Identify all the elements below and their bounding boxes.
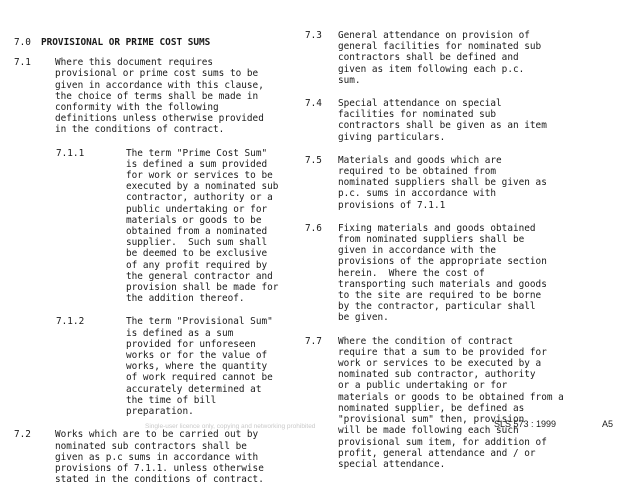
clause-text: Where the condition of contract require that a sum to be provided for work or services to be executed by a nominated sub contractor, authority or a public undertaking or for materials or goods to be obtained from a nominated supplier, be defined as "provisional sum" then, provision will be made following each such provisional sum item, for addition of profit, general attendance and / or special attendance.: [338, 335, 564, 470]
clause-text: The term "Prime Cost Sum" is defined a sum provided for work or services to be executed by a nominated sub contractor, authority or a public undertaking or for materials or goods to be obtained from a nominated supplier. Such sum shall be deemed to be exclusive of any profit required by the general contractor and provision shall be made for the addition thereof.: [126, 147, 279, 305]
clause-number: 7.2: [14, 429, 31, 441]
section-title: PROVISIONAL OR PRIME COST SUMS: [41, 37, 211, 48]
standard-number: SLS 573 : 1999: [494, 419, 557, 429]
clause-number: 7.7: [305, 335, 322, 347]
licence-watermark: Single-user licence only, copying and networking prohibited: [145, 423, 316, 430]
page-number: A5: [602, 419, 614, 429]
clause-7-1-2: [14, 316, 304, 417]
right-column: [305, 30, 630, 470]
clause-7-5: [305, 155, 630, 211]
section-heading: [14, 37, 304, 48]
clause-text: The term "Provisional Sum" is defined as a sum provided for unforeseen works or for the value of works, where the quantity of work required cannot be accurately determined at the time of bill preparation.: [126, 316, 273, 418]
clause-number: 7.1.1: [56, 147, 85, 159]
clause-7-7: [305, 336, 630, 470]
clause-7-6: [305, 223, 630, 324]
clause-text: General attendance on provision of general facilities for nominated sub contractors shall be defined and given as item following each p.c. sum.: [338, 30, 542, 86]
clause-number: 7.5: [305, 154, 322, 166]
clause-text: Where this document requires provisional or prime cost sums to be given in accordance with this clause, the choice of terms shall be made in conformity with the following definitions unless otherwise provided in the conditions of contract.: [55, 57, 264, 136]
clause-number: 7.0: [14, 37, 31, 48]
clause-text: Materials and goods which are required to be obtained from nominated suppliers shall be given as p.c. sums in accordance with provisions of 7.1.1: [338, 154, 547, 211]
clause-number: 7.4: [305, 98, 322, 110]
clause-7-1-1: [14, 148, 304, 305]
clause-7-4: [305, 98, 630, 143]
clause-number: 7.1: [14, 57, 31, 69]
clause-7-1: [14, 57, 304, 135]
clause-number: 7.1.2: [56, 316, 85, 328]
clause-7-2: [14, 429, 304, 485]
clause-number: 7.6: [305, 222, 322, 234]
clause-text: Works which are to be carried out by nominated sub contractors shall be given as p.c sums in accordance with provisions of 7.1.1. unless otherwise stated in the conditions of contract.: [55, 429, 264, 485]
clause-text: Fixing materials and goods obtained from nominated suppliers shall be given in accordance with the provisions of the appropriate section herein. Where the cost of transporting such materials and goods to the site are required to be borne by the contractor, particular shall be given.: [338, 222, 547, 324]
clause-text: Special attendance on special facilities for nominated sub contractors shall be given as an item giving particulars.: [338, 98, 547, 143]
clause-number: 7.3: [305, 30, 322, 41]
clause-7-3: [305, 30, 630, 86]
left-column: [14, 22, 304, 485]
